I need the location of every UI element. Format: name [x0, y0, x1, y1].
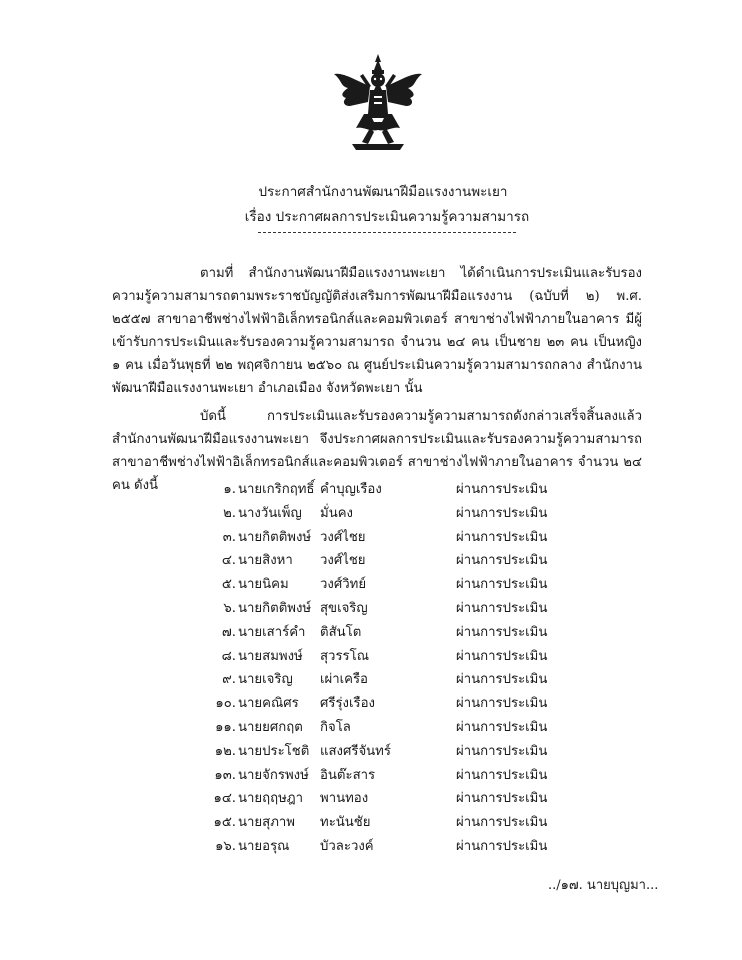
item-last-name: ศรีรุ่งเรือง	[320, 696, 375, 712]
garuda-emblem-icon	[330, 52, 426, 152]
item-result: ผ่านการประเมิน	[456, 815, 548, 831]
item-number: ๖.	[223, 600, 236, 616]
item-number: ๘.	[221, 648, 236, 664]
item-result: ผ่านการประเมิน	[456, 600, 548, 616]
item-first-name: นายประโชติ	[238, 743, 310, 759]
paragraph-result-text: บัดนี้ การประเมินและรับรองความรู้ความสามารถดังกล่าวเสร็จสิ้นลงแล้ว สำนักงานพัฒนาฝีมือแรงงานพะเยา จึงประกาศผลการประเมินและรับรองความรู้ความสามารถ สาขาอาชีพช่างไฟฟ้าอิเล็กทรอนิกส์และคอมพิวเตอร์ สาขาช่างไฟฟ้าภายในอาคาร จำนวน ๒๔ คน ดังนี้	[112, 409, 642, 493]
item-result: ผ่านการประเมิน	[456, 529, 548, 545]
item-last-name: ติสันโต	[320, 624, 362, 640]
item-result: ผ่านการประเมิน	[456, 672, 548, 688]
item-first-name: นายเกริกฤทธิ์	[238, 482, 315, 497]
item-first-name: นายคณิศร	[238, 696, 299, 712]
item-number: ๙.	[222, 672, 236, 688]
list-item	[198, 597, 618, 621]
announcement-subject: เรื่อง ประกาศผลการประเมินความรู้ความสามารถ	[244, 209, 530, 225]
list-item	[198, 787, 618, 811]
item-number: ๔.	[221, 553, 236, 569]
item-number: ๕.	[221, 577, 236, 593]
list-item	[198, 502, 618, 526]
item-first-name: นายยศกฤต	[238, 719, 303, 735]
item-number: ๑๓.	[214, 767, 236, 783]
item-last-name: วงศ์วิทย์	[320, 577, 367, 593]
item-result: ผ่านการประเมิน	[456, 767, 548, 783]
item-last-name: พานทอง	[320, 791, 369, 807]
item-number: ๑๕.	[213, 815, 236, 831]
item-last-name: บัวละวงค์	[320, 838, 374, 854]
item-result: ผ่านการประเมิน	[456, 648, 548, 664]
list-item	[198, 716, 618, 740]
item-last-name: มั่นคง	[320, 505, 353, 521]
item-result: ผ่านการประเมิน	[456, 791, 548, 807]
list-item	[198, 692, 618, 716]
item-result: ผ่านการประเมิน	[456, 577, 548, 593]
item-result: ผ่านการประเมิน	[456, 482, 548, 497]
item-first-name: นายสมพงษ์	[238, 648, 303, 664]
item-number: ๗.	[221, 624, 236, 640]
item-first-name: นายกิตติพงษ์	[238, 529, 312, 545]
list-item	[198, 478, 618, 502]
item-last-name: สุวรรโณ	[320, 648, 369, 664]
item-first-name: นายสุภาพ	[238, 815, 295, 831]
item-last-name: วงศ์ไชย	[320, 529, 366, 545]
item-last-name: อินต๊ะสาร	[320, 767, 376, 783]
item-number: ๑๑.	[215, 719, 236, 735]
paragraph-intro	[112, 262, 642, 400]
item-number: ๑๖.	[215, 838, 236, 854]
item-number: ๑.	[223, 482, 236, 497]
item-result: ผ่านการประเมิน	[456, 743, 548, 759]
list-item	[198, 740, 618, 764]
list-item	[198, 811, 618, 835]
item-first-name: นายสิงหา	[238, 553, 293, 569]
item-first-name: นายเจริญ	[238, 672, 293, 688]
item-first-name: นายอรุณ	[238, 838, 290, 854]
item-result: ผ่านการประเมิน	[456, 624, 548, 640]
item-last-name: กิจโล	[320, 719, 351, 735]
item-first-name: นายกิตติพงษ์	[238, 600, 312, 616]
list-item	[198, 573, 618, 597]
list-item	[198, 549, 618, 573]
list-item	[198, 835, 618, 859]
item-number: ๑๒.	[214, 743, 236, 759]
item-result: ผ่านการประเมิน	[456, 505, 548, 521]
item-first-name: นายเสาร์คำ	[238, 624, 306, 640]
paragraph-intro-text: ตามที่ สำนักงานพัฒนาฝีมือแรงงานพะเยา ได้ดำเนินการประเมินและรับรองความรู้ความสามารถตามพระราชบัญญัติส่งเสริมการพัฒนาฝีมือแรงงาน (ฉบับที่ ๒) พ.ศ. ๒๕๕๗ สาขาอาชีพช่างไฟฟ้าอิเล็กทรอนิกส์และคอมพิวเตอร์ สาขาช่างไฟฟ้าภายในอาคาร มีผู้เข้ารับการประเมินและรับรองความรู้ความสามารถ จำนวน ๒๔ คน เป็นชาย ๒๓ คน เป็นหญิง ๑ คน เมื่อวันพุธที่ ๒๒ พฤศจิกายน ๒๕๖๐ ณ ศูนย์ประเมินความรู้ความสามารถกลาง สำนักงานพัฒนาฝีมือแรงงานพะเยา อำเภอเมือง จังหวัดพะเยา นั้น	[112, 266, 642, 396]
list-item	[198, 621, 618, 645]
item-last-name: ทะนันชัย	[320, 815, 371, 831]
item-number: ๒.	[223, 505, 236, 521]
item-last-name: เผ่าเครือ	[320, 672, 368, 688]
item-result: ผ่านการประเมิน	[456, 553, 548, 569]
continuation-note: ../๑๗. นายบุญมา...	[548, 878, 659, 893]
item-first-name: นายจักรพงษ์	[238, 767, 309, 783]
list-item	[198, 764, 618, 788]
list-item	[198, 526, 618, 550]
announcement-title: ประกาศสำนักงานพัฒนาฝีมือแรงงานพะเยา	[258, 184, 508, 200]
item-last-name: แสงศรีจันทร์	[320, 743, 391, 759]
item-number: ๑๐.	[215, 696, 236, 712]
title-separator	[258, 232, 516, 233]
list-item	[198, 645, 618, 669]
list-item	[198, 668, 618, 692]
item-first-name: นายฤฤษฎา	[238, 791, 304, 807]
item-number: ๓.	[222, 529, 236, 545]
result-list	[198, 478, 618, 859]
item-first-name: นางวันเพ็ญ	[238, 505, 302, 521]
item-number: ๑๔.	[213, 791, 236, 807]
item-last-name: สุขเจริญ	[320, 600, 368, 616]
item-last-name: วงศ์ไชย	[320, 553, 366, 569]
item-result: ผ่านการประเมิน	[456, 696, 548, 712]
item-last-name: คำบุญเรือง	[320, 482, 382, 497]
item-result: ผ่านการประเมิน	[456, 838, 548, 854]
item-first-name: นายนิคม	[238, 577, 289, 593]
item-result: ผ่านการประเมิน	[456, 719, 548, 735]
